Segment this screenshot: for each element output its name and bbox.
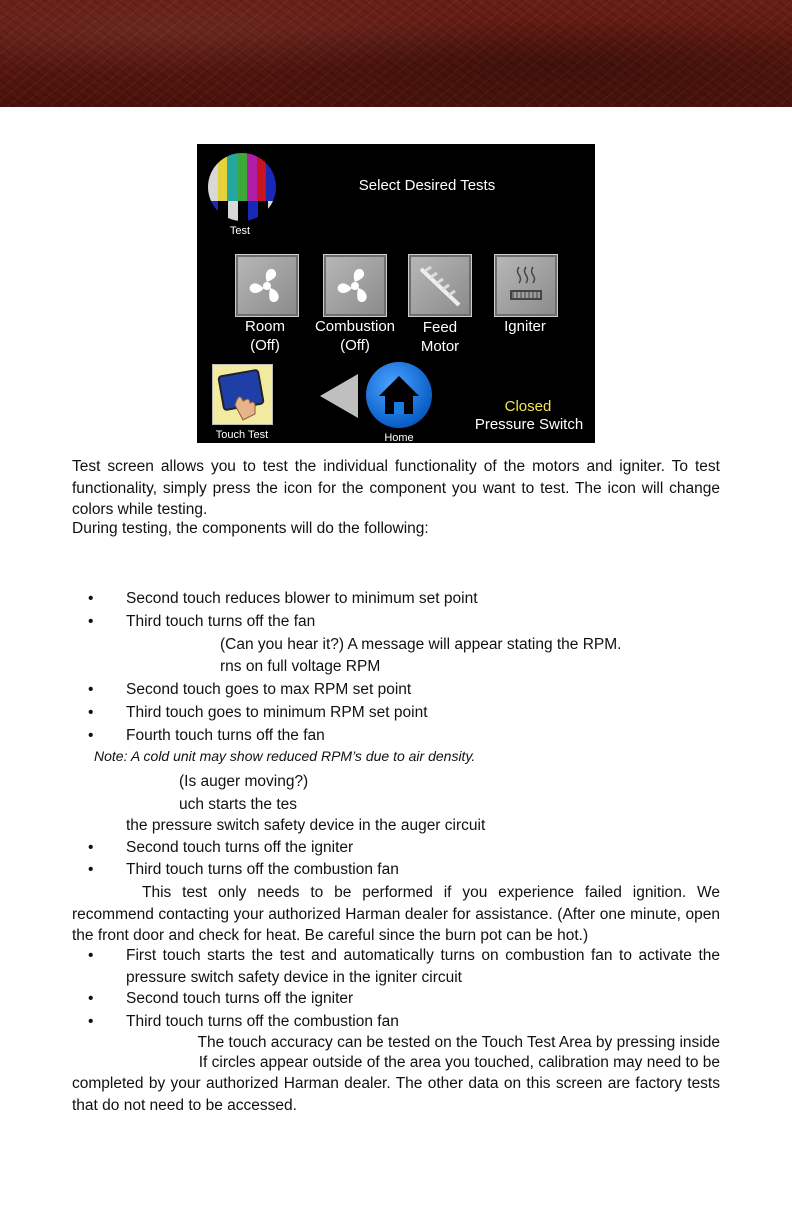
touch-line-2: If circles appear outside of the area you touched, calibration may need to be xyxy=(198,1054,720,1071)
tablet-hand-icon xyxy=(213,365,272,424)
touch-test-button[interactable] xyxy=(212,364,273,425)
igniter-label: Igniter xyxy=(504,318,546,335)
igniter-icon xyxy=(501,261,551,311)
combustion-first-touch: rns on full voltage RPM xyxy=(220,658,381,675)
test-label: Test xyxy=(229,225,251,237)
intro-paragraph: Test screen allows you to test the individual functionality of the motors and igniter. To test functionality, simply press the icon for the component you want to test. The icon will change colors while testing. xyxy=(72,458,720,518)
feed-motor-button[interactable] xyxy=(408,254,472,317)
touch-line-3: completed by your authorized Harman dealer. The other data on this screen are factory tests that do not need to be accessed. xyxy=(72,1075,720,1114)
home-icon xyxy=(366,362,432,428)
fan-icon xyxy=(242,261,292,311)
igniter-button[interactable] xyxy=(494,254,558,317)
intro-line: During testing, the components will do the following: xyxy=(72,520,429,537)
combustion-fan-button[interactable] xyxy=(323,254,387,317)
igniter-paragraph: This test only needs to be performed if you experience failed ignition. We recommend contacting your authorized Harman dealer for assistance. (After one minute, open the front door and check for heat. Be careful since the burn pot can be hot.) xyxy=(72,884,720,944)
screen-title: Select Desired Tests xyxy=(358,177,496,194)
auger-icon xyxy=(415,261,465,311)
touch-test-label: Touch Test xyxy=(215,429,269,441)
combustion-fan-note: (Can you hear it?) A message will appear stating the RPM. xyxy=(220,636,622,653)
room-fan-button[interactable] xyxy=(235,254,299,317)
test-pattern-icon[interactable] xyxy=(208,153,276,221)
feed-motor-label: Feed Motor xyxy=(420,319,460,355)
pressure-switch-status: Closed xyxy=(504,398,552,415)
feed-motor-note: (Is auger moving?) xyxy=(179,773,309,790)
home-button[interactable] xyxy=(366,362,432,428)
touch-screen-panel xyxy=(197,144,595,443)
density-note: Note: A cold unit may show reduced RPM’s due to air density. xyxy=(94,748,476,764)
combustion-label: Combustion (Off) xyxy=(314,318,396,354)
feed-first-touch: uch starts the tes xyxy=(179,796,298,813)
back-arrow-icon[interactable] xyxy=(320,374,358,418)
room-label: Room (Off) xyxy=(244,318,285,354)
feed-first-touch-cont: the pressure switch safety device in the auger circuit xyxy=(126,817,486,834)
leather-banner xyxy=(0,0,792,107)
pressure-switch-label: Pressure Switch xyxy=(474,416,584,433)
home-label: Home xyxy=(384,432,414,444)
touch-line-1: The touch accuracy can be tested on the Touch Test Area by pressing inside xyxy=(197,1034,720,1051)
fan-icon xyxy=(330,261,380,311)
